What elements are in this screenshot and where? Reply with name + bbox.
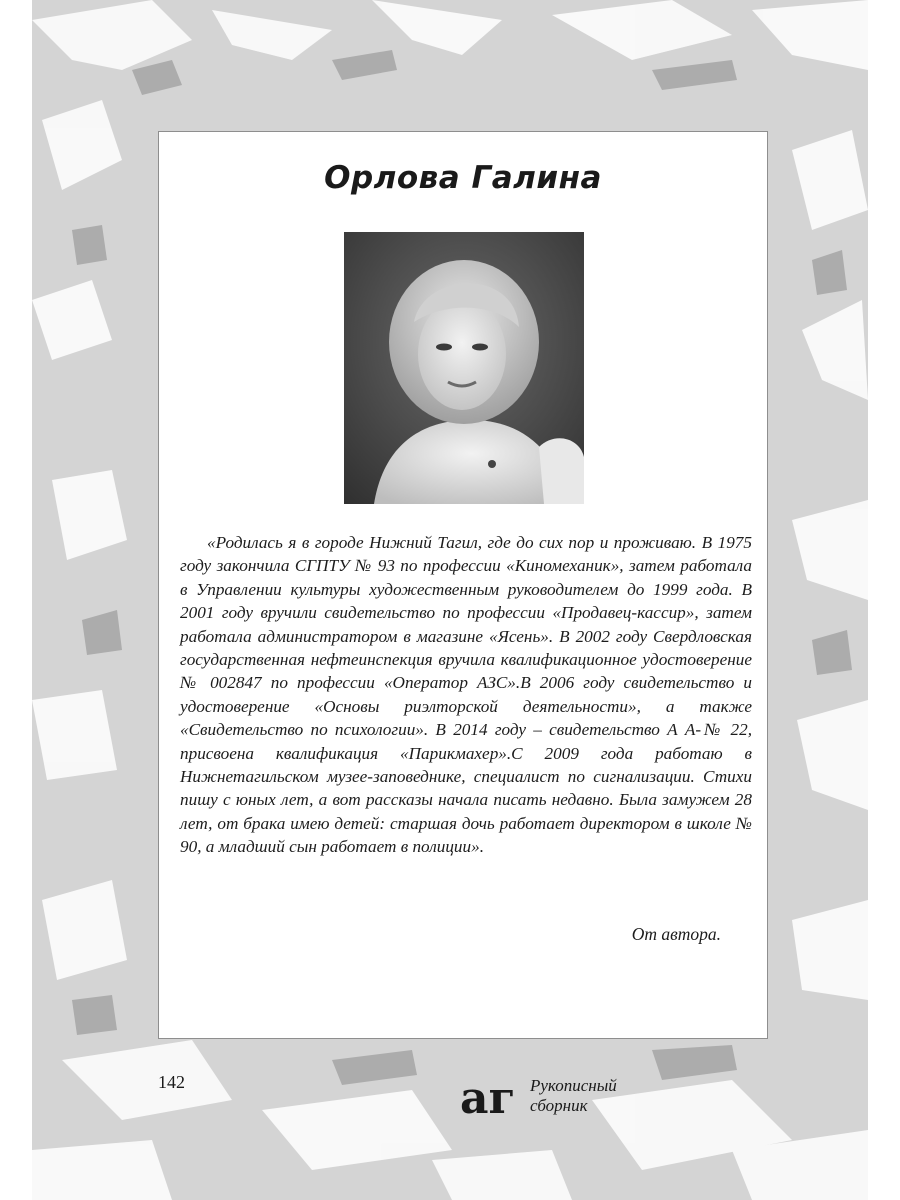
- author-biography-text: «Родилась я в городе Нижний Тагил, где до сих пор и проживаю. В 1975 году закончила СГПТУ № 93 по профессии «Киномеханик», затем работала в Управлении культуры художественным руководителем до 1999 года. В 2001 году вручили свидетельство по профессии «Продавец-кассир», затем работала администратором в магазине «Ясень». В 2002 году Свердловская государственная нефтеинспекция вручила квалификационное удостоверение № 002847 по профессии «Оператор АЗС».В 2006 году свидетельство и удостоверение «Основы риэлторской деятельности», а также «Свидетельство по психологии». В 2014 году – свидетельство А А-№ 22, присвоена квалификация «Парикмахер».С 2009 года работаю в Нижнетагильском музее-заповеднике, специалист по сигнализации. Стихи пишу с юных лет, а вот рассказы начала писать недавно. Была замужем 28 лет, от брака имею детей: старшая дочь работает директором в школе № 90, а младший сын работает в полиции».: [180, 533, 752, 857]
- collection-title-line1: Рукописный: [530, 1076, 617, 1095]
- publisher-logo: [460, 1073, 518, 1119]
- page-number: 142: [158, 1072, 185, 1092]
- author-name-heading: Орлова Галина: [324, 160, 602, 196]
- author-card: [158, 131, 768, 1039]
- collection-title-line2: сборник: [530, 1096, 588, 1115]
- collection-title: [530, 1076, 617, 1116]
- author-portrait-photo: [344, 232, 584, 504]
- publisher-logo-text: аг: [460, 1073, 516, 1119]
- bio-signature: От автора.: [631, 924, 721, 944]
